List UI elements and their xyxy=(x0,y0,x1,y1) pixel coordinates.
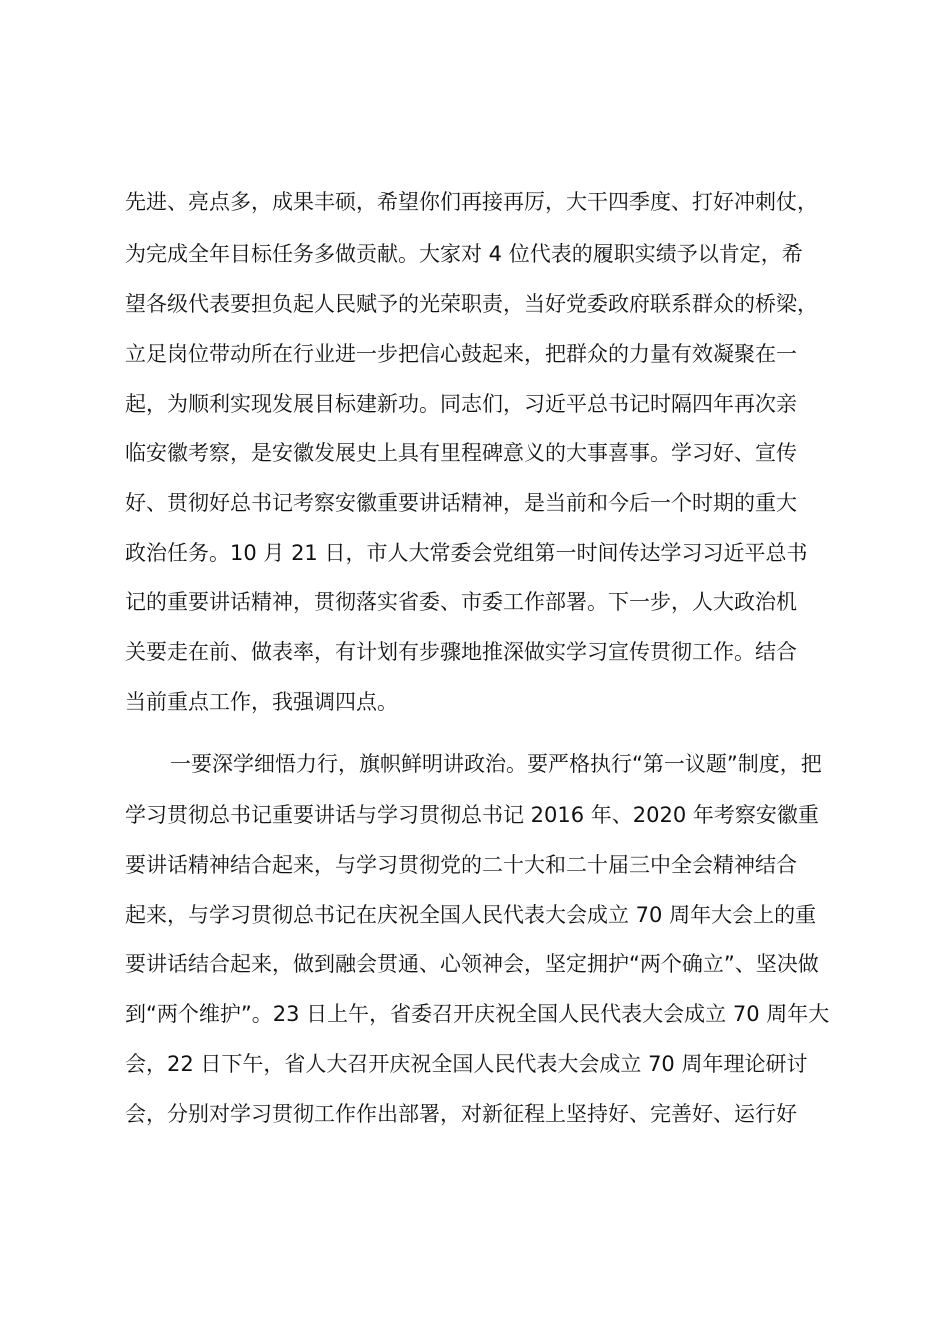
text-line: 为完成全年目标任务多做贡献。大家对 4 位代表的履职实绩予以肯定，希 xyxy=(125,242,803,266)
text-line: 一要深学细悟力行，旗帜鲜明讲政治。要严格执行“第一议题”制度，把 xyxy=(170,752,822,776)
text-line: 望各级代表要担负起人民赋予的光荣职责，当好党委政府联系群众的桥梁， xyxy=(125,292,818,316)
text-line: 要讲话结合起来，做到融会贯通、心领神会，坚定拥护“两个确立”、坚决做 xyxy=(125,952,819,976)
text-line: 记的重要讲话精神，贯彻落实省委、市委工作部署。下一步，人大政治机 xyxy=(125,590,797,614)
text-line: 立足岗位带动所在行业进一步把信心鼓起来，把群众的力量有效凝聚在一 xyxy=(125,342,797,366)
text-line: 当前重点工作，我强调四点。 xyxy=(125,690,398,714)
text-line: 要讲话精神结合起来，与学习贯彻党的二十大和二十届三中全会精神结合 xyxy=(125,853,797,877)
text-line: 好、贯彻好总书记考察安徽重要讲话精神，是当前和今后一个时期的重大 xyxy=(125,491,797,515)
text-line: 会，22 日下午，省人大召开庆祝全国人民代表大会成立 70 周年理论研讨 xyxy=(125,1052,808,1076)
text-line: 到“两个维护”。23 日上午，省委召开庆祝全国人民代表大会成立 70 周年大 xyxy=(125,1002,830,1026)
text-line: 起，为顺利实现发展目标建新功。同志们，习近平总书记时隔四年再次亲 xyxy=(125,392,797,416)
text-line: 政治任务。10 月 21 日，市人大常委会党组第一时间传达学习习近平总书 xyxy=(125,541,808,565)
text-line: 会，分别对学习贯彻工作作出部署，对新征程上坚持好、完善好、运行好 xyxy=(125,1102,797,1126)
text-line: 起来，与学习贯彻总书记在庆祝全国人民代表大会成立 70 周年大会上的重 xyxy=(125,903,817,927)
text-line: 学习贯彻总书记重要讲话与学习贯彻总书记 2016 年、2020 年考察安徽重 xyxy=(125,803,819,827)
text-line: 先进、亮点多，成果丰硕，希望你们再接再厉，大干四季度、打好冲刺仗， xyxy=(125,190,818,214)
text-line: 临安徽考察，是安徽发展史上具有里程碑意义的大事喜事。学习好、宣传 xyxy=(125,441,797,465)
text-line: 关要走在前、做表率，有计划有步骤地推深做实学习宣传贯彻工作。结合 xyxy=(125,640,797,664)
